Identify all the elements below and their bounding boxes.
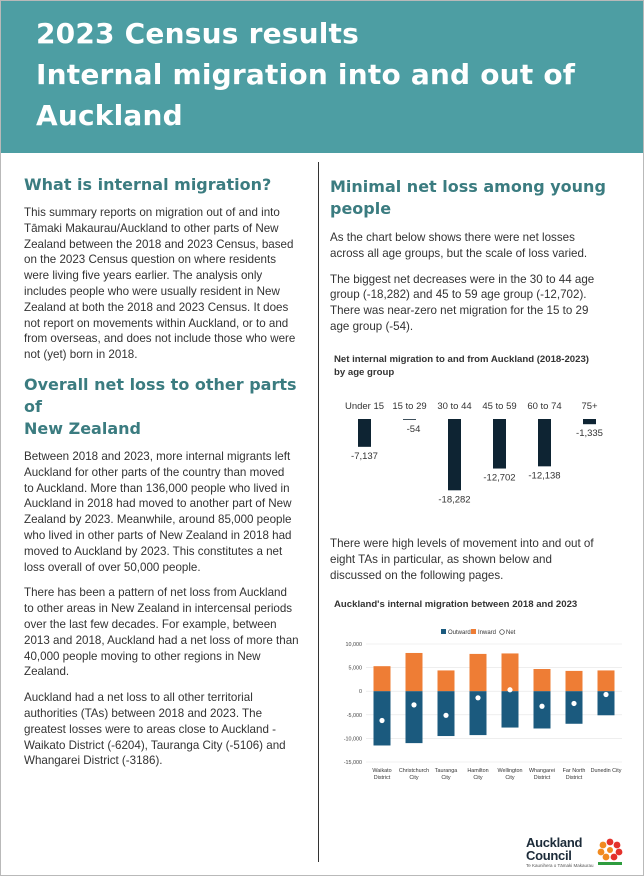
text-line: discussed on the following pages. (330, 568, 504, 582)
text-line: authorities (TAs) between 2018 and 2023. The (24, 706, 263, 720)
text-line: As the chart below shows there were net losses (330, 231, 575, 244)
logo-word-2: Council (526, 848, 572, 863)
text-line: over the last few decades. For example, between (24, 617, 277, 631)
x-category-label: Tauranga (434, 768, 458, 774)
x-category-label: Far North (562, 768, 586, 774)
age-bar (448, 419, 461, 490)
text-line: not report on movements within Auckland, or to and (24, 316, 289, 330)
logo-petal (600, 842, 607, 849)
net-loss-paragraph-3 (24, 690, 308, 769)
inward-bar (598, 670, 615, 691)
ta-chart-title: Auckland's internal migration between 2018 and 2023 (334, 599, 578, 610)
net-point (443, 713, 448, 718)
section-heading-minimal-net-loss (330, 176, 618, 220)
net-loss-paragraph-1 (24, 449, 308, 575)
text-line: 40,000 people moving to other regions in New (24, 649, 261, 663)
net-point (379, 718, 384, 723)
net-point (475, 695, 480, 700)
text-line: Zealand. (24, 665, 70, 679)
text-line: Zealand between the 2018 and 2023 Census, based (24, 237, 294, 251)
age-bar (493, 419, 506, 469)
text-line: group (-18,282) and 45 to 59 age group (-12,702). (330, 288, 587, 302)
right-column (330, 170, 618, 335)
text-line: Auckland for other parts of the country than moved (24, 465, 285, 479)
age-value-label: -1,335 (576, 428, 603, 440)
x-category-label: City (409, 775, 419, 781)
age-category-label: 60 to 74 (527, 401, 562, 412)
inward-bar (534, 669, 551, 691)
legend-label: Outward (448, 630, 471, 636)
text-line: Between 2018 and 2023, more internal migrants left (24, 449, 291, 463)
y-tick-label: 5,000 (348, 665, 362, 672)
logo-petal (614, 842, 621, 849)
text-line: to Auckland. More than 136,000 people who lived in (24, 481, 290, 495)
text-line: across all age groups, but the scale of loss varied. (330, 246, 588, 260)
age-category-label: Under 15 (344, 401, 385, 412)
text-line: Tāmaki Makaurau/Auckland to other parts of New (24, 221, 279, 235)
inward-bar (374, 666, 391, 691)
text-line: eight TAs in particular, as shown below and (330, 552, 552, 566)
heading-line: people (330, 199, 392, 218)
text-line: Waikato District (-6204), Tauranga City (-5106) and (24, 738, 286, 752)
text-line: There were high levels of movement into and out of (330, 537, 594, 550)
x-category-label: Hamilton (467, 768, 489, 774)
intro-paragraph (24, 205, 308, 363)
text-line: Zealand at both the 2018 and 2023 Census. It does (24, 300, 289, 314)
legend-marker (441, 629, 446, 634)
y-tick-label: -15,000 (343, 760, 362, 766)
chart-title-line: by age group (334, 367, 395, 378)
outward-bar (566, 691, 583, 724)
text-line: from overseas, and does not include those who were (24, 332, 296, 346)
age-category-label: 45 to 59 (482, 401, 517, 412)
ta-migration-chart (332, 620, 632, 790)
net-point (603, 692, 608, 697)
logo-tagline: Te Kaunihera o Tāmaki Makaurau (526, 863, 594, 868)
x-category-label: District (565, 775, 583, 781)
y-tick-label: -5,000 (346, 712, 362, 719)
logo-base (598, 862, 622, 865)
y-tick-label: 10,000 (345, 642, 362, 648)
x-category-label: City (505, 775, 515, 781)
text-line: includes people who were usually resident in New (24, 284, 280, 298)
age-bar (403, 419, 416, 420)
logo-petal (607, 839, 614, 846)
auckland-council-logo (526, 832, 636, 872)
heading-line: Overall net loss to other parts of (24, 374, 297, 416)
logo-word-1: Auckland (526, 835, 583, 850)
column-divider (318, 162, 319, 862)
logo-petal (598, 849, 605, 856)
tas-paragraph (330, 536, 620, 583)
text-line: who lived in other parts of New Zealand in 2018 had (24, 528, 292, 542)
page-title-line-2: Internal migration into and out of (36, 58, 576, 91)
net-point (411, 702, 416, 707)
outward-bar (502, 691, 519, 727)
age-value-label: -12,702 (483, 472, 516, 484)
age-value-label: -12,138 (528, 470, 561, 482)
logo-petal (611, 854, 618, 861)
age-value-label: -7,137 (351, 450, 378, 462)
text-line: The biggest net decreases were in the 30 to 44 age (330, 272, 595, 286)
age-bar (358, 419, 371, 447)
x-category-label: Dunedin City (590, 768, 622, 774)
age-chart-title (334, 353, 624, 379)
text-line: to other areas in New Zealand in intercensal periods (24, 602, 293, 616)
age-group-net-migration-chart (334, 396, 624, 516)
text-line: Auckland had a net loss to all other territorial (24, 691, 253, 705)
inward-bar (502, 653, 519, 691)
text-line: Whangarei District (-3186). (24, 754, 163, 768)
inward-bar (406, 653, 423, 691)
net-loss-paragraph-2 (24, 585, 308, 680)
x-category-label: City (473, 775, 483, 781)
logo-petal (603, 854, 610, 861)
age-bar (538, 419, 551, 466)
legend-marker-net (500, 630, 505, 635)
text-line: greatest losses were to areas close to Auckland - (24, 722, 276, 736)
text-line: There was near-zero net migration for the 15 to 29 (330, 304, 589, 318)
heading-line: New Zealand (24, 418, 141, 438)
outward-bar (534, 691, 551, 728)
young-people-paragraph-2 (330, 272, 618, 335)
x-category-label: Christchurch (398, 768, 430, 774)
text-line: This summary reports on migration out of and into (24, 206, 280, 219)
x-category-label: Waikato (372, 768, 392, 774)
chart-title-line: Net internal migration to and from Auckland (2018-2023) (334, 354, 589, 365)
x-category-label: District (373, 775, 391, 781)
x-category-label: Wellington (497, 768, 523, 774)
x-category-label: Whangarei (528, 768, 556, 774)
outward-bar (406, 691, 423, 743)
left-column (24, 170, 308, 769)
age-category-label: 75+ (581, 401, 598, 412)
x-category-label: City (441, 775, 451, 781)
x-category-label: District (533, 775, 551, 781)
page-title-line-3: Auckland (36, 99, 183, 132)
logo-petal (607, 847, 613, 853)
inward-bar (566, 671, 583, 691)
heading-line: Minimal net loss among young (330, 177, 606, 196)
young-people-paragraph-1 (330, 230, 618, 262)
text-line: were living five years earlier. The analysis only (24, 269, 263, 283)
section-heading-what-is-internal-migration: What is internal migration? (24, 175, 272, 194)
text-line: on the 2023 Census question on where residents (24, 253, 277, 267)
net-point (571, 701, 576, 706)
age-value-label: -18,282 (438, 494, 471, 506)
y-tick-label: -10,000 (343, 736, 362, 743)
logo-petal (616, 849, 623, 856)
header-banner (1, 1, 643, 153)
text-line: age group (-54). (330, 319, 414, 333)
age-category-label: 30 to 44 (437, 401, 472, 412)
legend-label: Net (506, 630, 516, 636)
legend-label: Inward (478, 630, 497, 636)
y-tick-label: 0 (359, 689, 362, 696)
age-category-label: 15 to 29 (392, 401, 427, 412)
text-line: Auckland in 2018 had moved to another part of New (24, 497, 292, 511)
age-bar (583, 419, 596, 424)
text-line: loss overall of over 50,000 people. (24, 560, 201, 574)
section-heading-overall-net-loss (24, 374, 308, 440)
net-point (539, 704, 544, 709)
page-title-line-1: 2023 Census results (36, 17, 360, 50)
text-line: 2013 and 2018, Auckland had a net loss of more than (24, 633, 299, 647)
text-line: moved to Auckland by 2023. This constitutes a net (24, 544, 283, 558)
legend-marker (471, 629, 476, 634)
text-line: not (yet) born in 2018. (24, 348, 138, 362)
net-point (507, 687, 512, 692)
age-value-label: -54 (406, 424, 421, 435)
pohutukawa-flower-icon (592, 832, 628, 868)
inward-bar (470, 654, 487, 691)
inward-bar (438, 670, 455, 691)
text-line: There has been a pattern of net loss from Auckland (24, 586, 287, 600)
text-line: Zealand by 2023. Meanwhile, around 85,000 people (24, 513, 292, 527)
